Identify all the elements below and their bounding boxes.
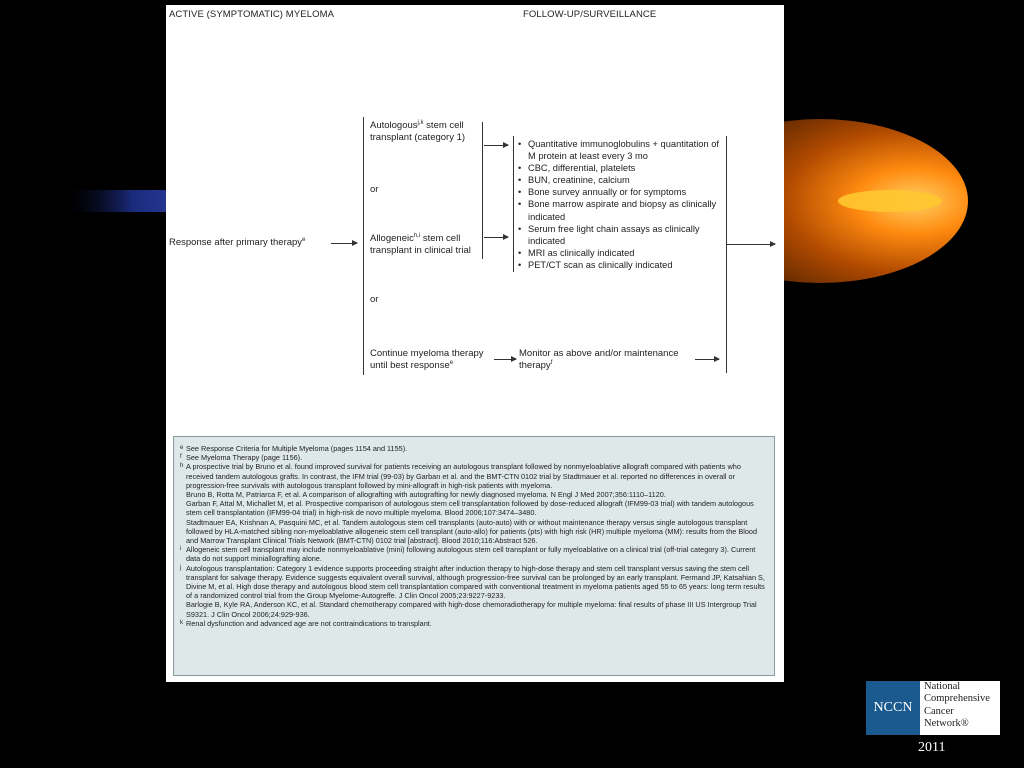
footnote-k: k Renal dysfunction and advanced age are not contraindications to transplant. <box>180 618 432 628</box>
surveillance-item: • CBC, differential, platelets <box>518 162 728 174</box>
footnote-e: e See Response Criteria for Multiple Myeloma (pages 1154 and 1155). <box>180 444 408 453</box>
surveillance-out-arrow <box>727 244 775 245</box>
surveillance-list <box>518 138 728 271</box>
nccn-logo-wordmark <box>920 681 1000 735</box>
header-follow-up: FOLLOW-UP/SURVEILLANCE <box>523 9 657 20</box>
surveillance-item: • Serum free light chain assays as clinically indicated <box>518 223 728 247</box>
transplant-bracket-line <box>482 122 483 259</box>
continue-arrow <box>494 359 516 360</box>
footnote-h-ref: Stadtmauer EA, Krishnan A, Pasquini MC, et al. Tandem autologous stem cell transplants (auto-auto) with or without maintenance therapy versus single autologous transplant followed by HLA-matched sibling non-myeloablative allogeneic stem cell transplant (auto-allo) for patients (pts) with high risk (HR) multiple myeloma (MM): results from the Blood and Marrow Transplant Clinical Trials Network (BMT-CTN) 0102 trial [abstract]. Blood 2010;116:Abstract 526. <box>186 517 758 546</box>
footnote-j: j Autologous transplantation: Category 1 evidence supports proceeding straight after induction therapy to high-dose therapy and stem cell transplant versus saving the stem cell transplant for salvage therapy. Evidence suggests equivalent overall survival, although progression-free survival can be prolonged by an early transplant. Fermand JP, Katsahian S, Divine M, et al. High dose therapy and autologous blood stem cell transplantation compared with conventional treatment in myeloma patients aged 55 to 65 years: long term results of a randomized control trial from the Group Myelome-Autogreffe. J Clin Oncol 2005;23:9227-9233. <box>180 563 765 601</box>
allogeneic-option: Allogeneic$^{h,i}$ stem cell transplant in clinical trial <box>370 232 471 256</box>
glow-core-shape <box>838 190 942 212</box>
footnote-h-ref: Bruno B, Rotta M, Patriarca F, et al. A comparison of allografting with autografting for newly diagnosed myeloma. N Engl J Med 2007;356:1110–1120. <box>186 490 666 500</box>
response-arrow <box>331 243 357 244</box>
autologous-arrow <box>484 145 508 146</box>
footnote-j-ref: Barlogie B, Kyle RA, Anderson KC, et al. Standard chemotherapy compared with high-dose chemoradiotherapy for multiple myeloma: final results of phase III US Intergroup Trial S9321. J Clin Oncol 2006;24:929-936. <box>186 600 757 619</box>
surveillance-item: • Quantitative immunoglobulins + quantitation of M protein at least every 3 mo <box>518 138 728 162</box>
surveillance-item: • Bone survey annually or for symptoms <box>518 186 728 198</box>
monitor-arrow <box>695 359 719 360</box>
footnote-f: f See Myeloma Therapy (page 1156). <box>180 453 303 463</box>
footnote-h: h A prospective trial by Bruno et al. found improved survival for patients receiving an autologous transplant followed by nonmyeloablative allograft compared with patients who received tandem autologous grafts. In contrast, the IFM trial (99-03) by Garban et al. and the BMT-CTN 0102 trial by Stadtmauer et al. reported no differences in overall or progression-free survivals with autologous transplant followed by mini-allograft in high-risk patients with myeloma. <box>180 462 741 490</box>
logo-line: Cancer <box>924 705 954 717</box>
or-text-2: or <box>370 294 379 305</box>
or-text-1: or <box>370 184 379 195</box>
year-label: 2011 <box>918 740 946 755</box>
surveillance-left-line <box>513 136 514 272</box>
surveillance-item: • MRI as clinically indicated <box>518 247 728 259</box>
logo-line: Comprehensive <box>924 693 990 705</box>
guideline-document <box>166 5 784 682</box>
surveillance-item: • BUN, creatinine, calcium <box>518 174 728 186</box>
allogeneic-arrow <box>484 237 508 238</box>
continue-therapy-option: Continue myeloma therapy until best response$^e$ <box>370 348 484 371</box>
footnote-h-ref: Garban F, Attal M, Michallet M, et al. Prospective comparison of autologous stem cell transplantation followed by dose-reduced allograft (IFM99-03 trial) with tandem autologous stem cell transplantation (IFM99-04 trial) in high-risk de novo multiple myeloma. Blood 2006;107:3474–3480. <box>186 499 754 518</box>
footnotes-box <box>173 436 775 676</box>
nccn-logo <box>866 681 1000 735</box>
blue-streak-shape <box>60 190 180 212</box>
autologous-option: Autologous$^{j,k}$ stem cell transplant (category 1) <box>370 119 466 143</box>
nccn-logo-mark: NCCN <box>866 681 920 735</box>
surveillance-item: • PET/CT scan as clinically indicated <box>518 259 728 271</box>
footnote-i: i Allogeneic stem cell transplant may include nonmyeloablative (mini) following autologous stem cell transplant or fully myeloablative on a clinical trial (off-trial category 3). Current data do not support miniallografting alone. <box>180 545 756 564</box>
logo-line: National <box>924 681 961 692</box>
header-active-myeloma: ACTIVE (SYMPTOMATIC) MYELOMA <box>169 9 335 20</box>
option-bracket-line <box>363 117 364 375</box>
response-label: Response after primary therapy$^e$ <box>169 236 306 248</box>
surveillance-item: • Bone marrow aspirate and biopsy as clinically indicated <box>518 198 728 222</box>
logo-line: Network® <box>924 717 969 729</box>
monitor-text: Monitor as above and/or maintenance therapy$^f$ <box>519 348 679 371</box>
